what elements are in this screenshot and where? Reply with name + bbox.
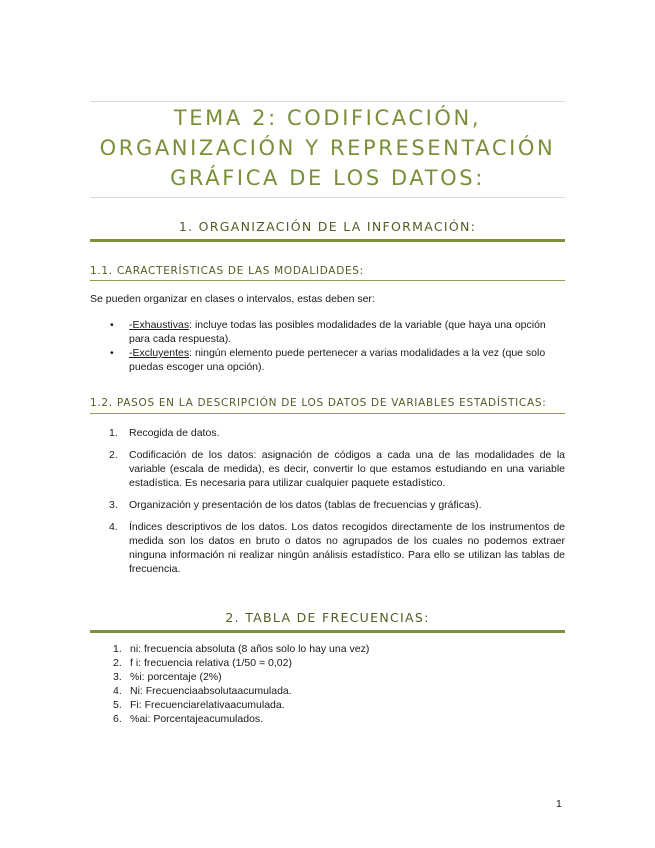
list-item [90,318,565,346]
list-text: %i: porcentaje (2%) [130,671,222,683]
list-number: 5. [113,699,122,711]
list-text: Organización y presentación de los datos (tablas de frecuencias y gráficas). [129,499,482,511]
list-number: 2. [113,657,122,669]
list-item [90,670,565,684]
frequencies-list [90,642,565,726]
bullet-icon: • [110,319,114,331]
title-line-2: ORGANIZACIÓN Y REPRESENTACIÓN [99,136,556,160]
list-text: Fi: Frecuenciarelativaacumulada. [130,699,285,711]
list-number: 4. [109,521,118,533]
list-text: Ni: Frecuenciaabsolutaacumulada. [130,685,292,697]
list-item [90,346,565,374]
list-number: 3. [113,671,122,683]
subsection-1-1-rule [90,280,565,281]
title-line-3: GRÁFICA DE LOS DATOS: [170,166,485,190]
list-number: 1. [109,427,118,439]
subsection-1-2-rule [90,413,565,414]
bullet-term: -Excluyentes [129,347,190,359]
bullet-icon: • [110,347,114,359]
list-item [90,448,565,490]
list-text: Índices descriptivos de los datos. Los datos recogidos directamente de los instrumentos de medida son los datos en bruto o datos no agrupados de los cuales no podemos extraer ninguna información ni realizar ningún análisis estadístico. Para ello se utilizan las tablas de frecuencia. [129,521,565,575]
list-text: ni: frecuencia absoluta (8 años solo lo hay una vez) [130,643,370,655]
list-item [90,498,565,512]
subsection-1-1-heading: 1.1. CARACTERÍSTICAS DE LAS MODALIDADES: [90,265,364,277]
list-number: 6. [113,713,122,725]
bullet-text: : incluye todas las posibles modalidades de la variable (que haya una opción para cada respuesta). [129,319,546,345]
list-item [90,712,565,726]
list-text: f i: frecuencia relativa (1/50 = 0,02) [130,657,292,669]
list-item [90,684,565,698]
title-line-1: TEMA 2: CODIFICACIÓN, [173,106,482,130]
steps-list [90,426,565,576]
title-bottom-rule [90,197,565,198]
section-1-rule [90,239,565,242]
page-number: 1 [556,798,562,810]
list-number: 1. [113,643,122,655]
bullet-text: : ningún elemento puede pertenecer a varias modalidades a la vez (que solo puedas escoger una opción). [129,347,546,373]
list-number: 4. [113,685,122,697]
section-2-heading: 2. TABLA DE FRECUENCIAS: [225,610,430,625]
subsection-1-2-heading: 1.2. PASOS EN LA DESCRIPCIÓN DE LOS DATOS DE VARIABLES ESTADÍSTICAS: [90,397,547,409]
list-text: Recogida de datos. [129,427,220,439]
modalities-list [90,318,565,374]
document-title [90,103,565,193]
list-text: Codificación de los datos: asignación de códigos a cada una de las modalidades de la variable (escala de medida), es decir, convertir lo que estamos estudiando en una variable estadística. Es necesaria para utilizar cualquier paquete estadístico. [129,449,565,489]
list-item [90,698,565,712]
list-item [90,426,565,440]
list-number: 2. [109,449,118,461]
list-item [90,656,565,670]
list-item [90,520,565,576]
section-2-rule [90,630,565,633]
section-1-heading: 1. ORGANIZACIÓN DE LA INFORMACIÓN: [178,219,477,234]
subsection-1-1-intro: Se pueden organizar en clases o intervalos, estas deben ser: [90,293,375,305]
list-item [90,642,565,656]
bullet-term: -Exhaustivas [129,319,190,331]
list-text: %ai: Porcentajeacumulados. [130,713,264,725]
title-top-rule [90,101,565,102]
list-number: 3. [109,499,118,511]
